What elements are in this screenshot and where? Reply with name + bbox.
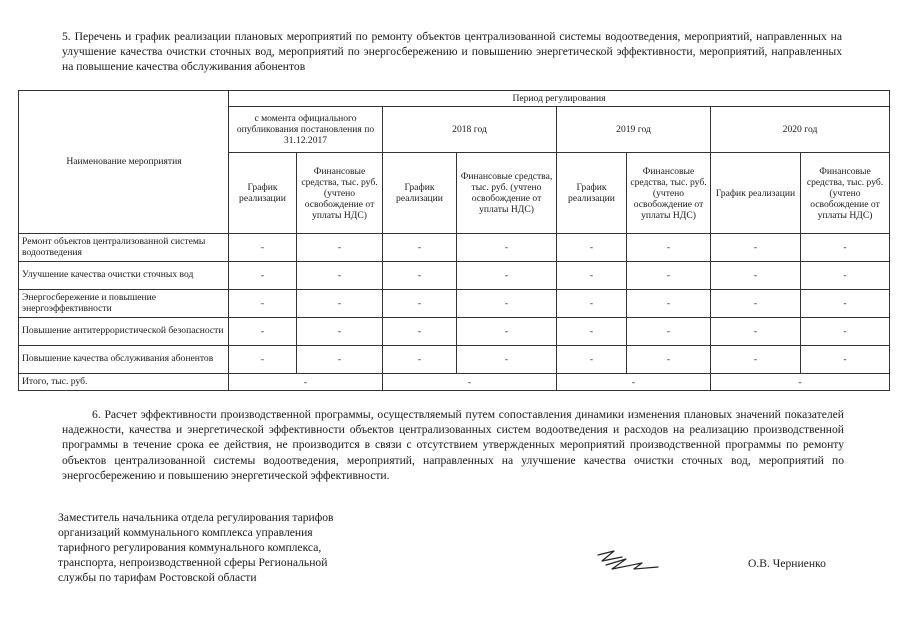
value-cell: - <box>457 290 557 318</box>
table-row <box>19 262 890 290</box>
section-5-heading: 5. Перечень и график реализации плановых мероприятий по ремонту объектов централизованной системы водоотведения, мероприятий, направленных на улучшение качества очистки сточных вод, мероприятий по энергосбережению и повышению энергетической эффективности, мероприятий, направленных на повышение качества обслуживания абонентов <box>62 30 842 73</box>
total-label: Итого, тыс. руб. <box>19 374 229 391</box>
period-header: Период регулирования <box>229 91 890 107</box>
value-cell: - <box>457 234 557 262</box>
period-header-2017: с момента официального опубликования постановления по 31.12.2017 <box>229 107 383 153</box>
value-cell: - <box>457 262 557 290</box>
value-cell: - <box>383 318 457 346</box>
activity-name: Повышение антитеррористической безопасности <box>19 318 229 346</box>
value-cell: - <box>627 290 711 318</box>
table-row <box>19 234 890 262</box>
value-cell: - <box>297 262 383 290</box>
period-header-2019: 2019 год <box>557 107 711 153</box>
table-row <box>19 318 890 346</box>
value-cell: - <box>383 290 457 318</box>
value-cell: - <box>627 318 711 346</box>
signer-position <box>58 510 378 585</box>
value-cell: - <box>297 346 383 374</box>
value-cell: - <box>801 318 890 346</box>
schedule-subheader: График реализации <box>229 153 297 234</box>
value-cell: - <box>711 318 801 346</box>
value-cell: - <box>229 262 297 290</box>
value-cell: - <box>383 346 457 374</box>
activity-name: Энергосбережение и повышение энергоэффективности <box>19 290 229 318</box>
signer-line: тарифного регулирования коммунального комплекса, <box>58 541 322 554</box>
handwritten-signature <box>592 545 662 577</box>
activity-name: Ремонт объектов централизованной системы водоотведения <box>19 234 229 262</box>
value-cell: - <box>557 290 627 318</box>
signer-line: транспорта, непроизводственной сферы Региональной <box>58 556 328 569</box>
value-cell: - <box>711 346 801 374</box>
value-cell: - <box>627 234 711 262</box>
value-cell: - <box>801 262 890 290</box>
value-cell: - <box>229 234 297 262</box>
value-cell: - <box>711 234 801 262</box>
value-cell: - <box>297 318 383 346</box>
finance-subheader: Финансовые средства, тыс. руб. (учтено освобождение от уплаты НДС) <box>627 153 711 234</box>
value-cell: - <box>557 318 627 346</box>
activity-name: Повышение качества обслуживания абонентов <box>19 346 229 374</box>
value-cell: - <box>711 262 801 290</box>
signer-line: службы по тарифам Ростовской области <box>58 571 257 584</box>
schedule-subheader: График реализации <box>711 153 801 234</box>
total-value: - <box>711 374 890 391</box>
value-cell: - <box>627 262 711 290</box>
total-value: - <box>383 374 557 391</box>
value-cell: - <box>297 290 383 318</box>
value-cell: - <box>383 234 457 262</box>
period-header-2020: 2020 год <box>711 107 890 153</box>
table-body <box>19 234 890 374</box>
value-cell: - <box>801 290 890 318</box>
value-cell: - <box>229 290 297 318</box>
signer-line: организаций коммунального комплекса управления <box>58 526 313 539</box>
value-cell: - <box>711 290 801 318</box>
total-value: - <box>229 374 383 391</box>
schedule-subheader: График реализации <box>557 153 627 234</box>
name-column-header: Наименование мероприятия <box>19 91 229 234</box>
value-cell: - <box>457 318 557 346</box>
finance-subheader: Финансовые средства, тыс. руб. (учтено освобождение от уплаты НДС) <box>801 153 890 234</box>
table-row <box>19 346 890 374</box>
value-cell: - <box>801 346 890 374</box>
value-cell: - <box>229 346 297 374</box>
section-6-paragraph <box>62 407 844 483</box>
schedule-subheader: График реализации <box>383 153 457 234</box>
signer-name: О.В. Черниенко <box>748 557 826 570</box>
value-cell: - <box>457 346 557 374</box>
value-cell: - <box>801 234 890 262</box>
total-row <box>19 374 890 391</box>
period-header-2018: 2018 год <box>383 107 557 153</box>
section-6-text: 6. Расчет эффективности производственной программы, осуществляемый путем сопоставления динамики изменения плановых значений показателей надежности, качества и энергетической эффективности объектов централизованных систем водоотведения и расходов на реализацию производственной программы в течение срока ее действия, не производится в связи с отсутствием утвержденных мероприятий производственной программы по ремонту объектов централизованной системы водоотведения, мероприятий, направленных на улучшение качества очистки сточных вод, мероприятий по энергосбережению и повышению энергетической эффективности. <box>62 408 844 482</box>
total-value: - <box>557 374 711 391</box>
value-cell: - <box>627 346 711 374</box>
table-row <box>19 290 890 318</box>
value-cell: - <box>383 262 457 290</box>
finance-subheader: Финансовые средства, тыс. руб. (учтено освобождение от уплаты НДС) <box>457 153 557 234</box>
value-cell: - <box>557 234 627 262</box>
value-cell: - <box>229 318 297 346</box>
value-cell: - <box>297 234 383 262</box>
activity-name: Улучшение качества очистки сточных вод <box>19 262 229 290</box>
finance-subheader: Финансовые средства, тыс. руб. (учтено освобождение от уплаты НДС) <box>297 153 383 234</box>
activities-table <box>18 90 890 391</box>
value-cell: - <box>557 262 627 290</box>
value-cell: - <box>557 346 627 374</box>
signer-line: Заместитель начальника отдела регулирования тарифов <box>58 511 334 524</box>
